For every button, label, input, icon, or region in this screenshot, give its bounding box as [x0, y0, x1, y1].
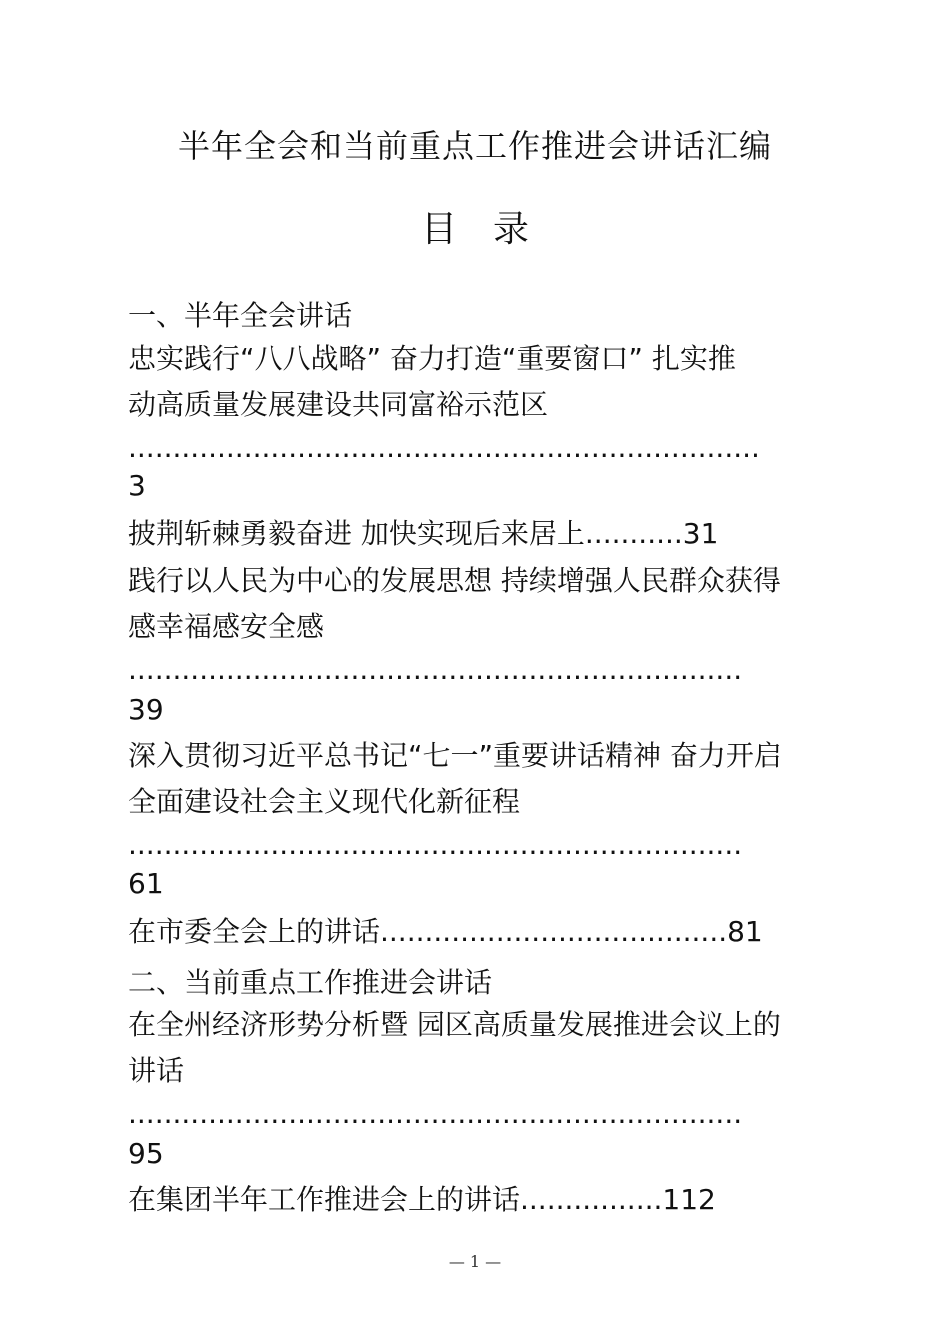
toc-entry-3-line-2: 感幸福感安全感 [128, 610, 325, 643]
toc-section-2-heading: 二、当前重点工作推进会讲话 [128, 966, 493, 999]
toc-entry-3-page: 39 [128, 693, 164, 726]
toc-entry-5: 在市委全会上的讲话.......................................81 [128, 915, 763, 948]
toc-entry-1-line-2: 动高质量发展建设共同富裕示范区 [128, 388, 549, 421]
toc-heading [0, 206, 950, 254]
toc-entry-1-page: 3 [128, 469, 146, 502]
toc-entry-2: 披荆斩棘勇毅奋进 加快实现后来居上...........31 [128, 517, 719, 550]
toc-entry-6-line-2: 讲话 [128, 1054, 185, 1087]
toc-entry-1-dots: ....................................................................... [128, 431, 760, 464]
document-title: 半年全会和当前重点工作推进会讲话汇编 [177, 127, 772, 165]
toc-entry-4-line-1: 深入贯彻习近平总书记“七一”重要讲话精神 奋力开启 [128, 739, 782, 772]
page-number: — 1 — [448, 1252, 502, 1271]
toc-entry-4-line-2: 全面建设社会主义现代化新征程 [128, 785, 521, 818]
toc-entry-6-line-1: 在全州经济形势分析暨 园区高质量发展推进会议上的 [128, 1008, 781, 1041]
toc-heading-left: 目 [420, 209, 457, 250]
toc-entry-1-line-1: 忠实践行“八八战略” 奋力打造“重要窗口” 扎实推 [128, 342, 736, 375]
toc-heading-right: 录 [493, 209, 530, 250]
toc-entry-6-dots: ..................................................................... [128, 1097, 743, 1130]
toc-entry-4-dots: ..................................................................... [128, 828, 743, 861]
toc-entry-7: 在集团半年工作推进会上的讲话................112 [128, 1183, 716, 1216]
toc-section-1-heading: 一、半年全会讲话 [128, 299, 353, 332]
toc-entry-3-line-1: 践行以人民为中心的发展思想 持续增强人民群众获得 [128, 564, 781, 597]
toc-entry-4-page: 61 [128, 867, 164, 900]
toc-entry-3-dots: ..................................................................... [128, 653, 743, 686]
toc-entry-6-page: 95 [128, 1137, 164, 1170]
